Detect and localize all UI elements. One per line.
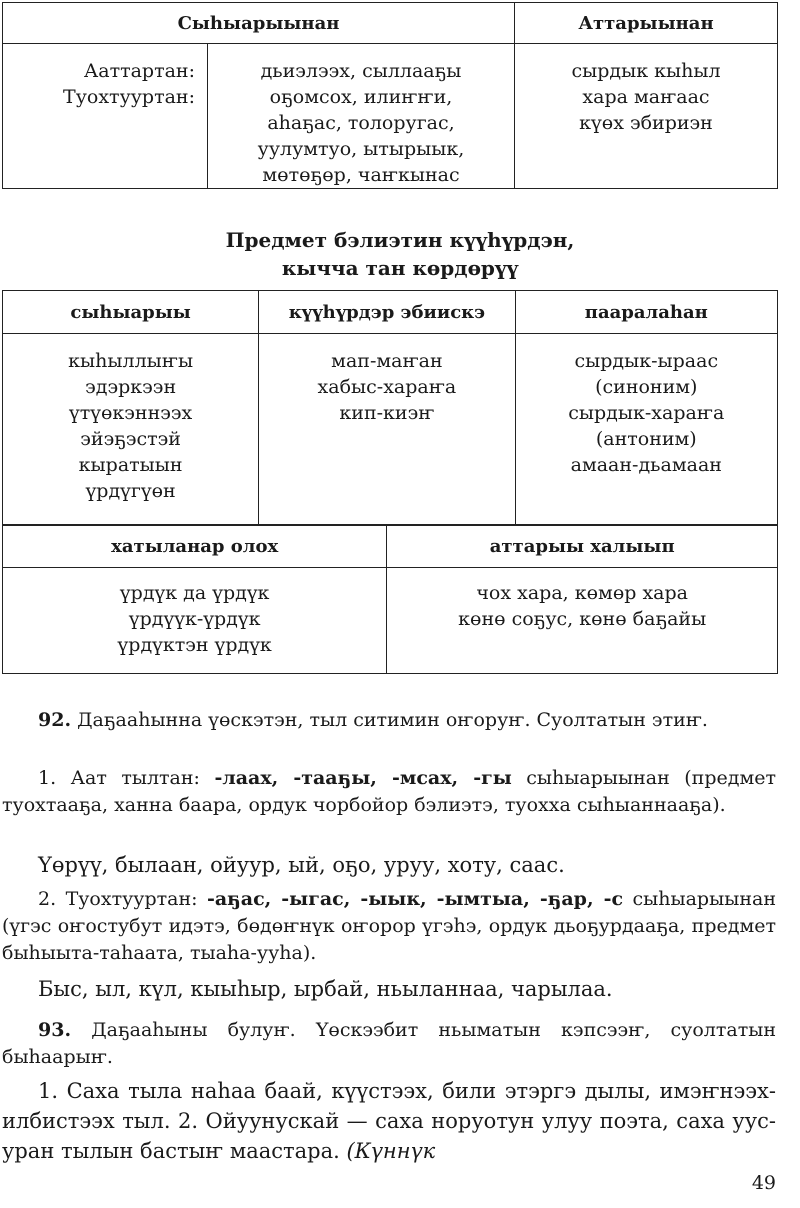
- item-description: сыһыарыынан (предмет туохтааҕа, ханна баара, ордук чорбойор бэлиэтэ, туохха сыһыаннааҕа).: [2, 767, 776, 816]
- name-examples-cell: [515, 44, 778, 189]
- example-line: уулумтуо, ытырыык,: [257, 138, 465, 160]
- example-line: эдэркээн: [85, 376, 177, 398]
- exercise-instruction: Даҕааһынна үөскэтэн, тыл ситимин оҥоруҥ. Суолтатын этиҥ.: [77, 709, 708, 731]
- example-line: үрдүктэн үрдүк: [117, 634, 272, 656]
- header-particle: күүһүрдэр эбиискэ: [259, 291, 515, 334]
- exercise-number: 93.: [38, 1019, 72, 1041]
- example-line: сырдык-хараҥа: [568, 402, 725, 424]
- exercise-92-item-2: [2, 886, 776, 967]
- suffix-examples-cell: [208, 44, 515, 189]
- example-line: көнө соҕус, көнө баҕайы: [458, 608, 707, 630]
- subtitle-line: Предмет бэлиэтин күүһүрдэн,: [225, 228, 575, 252]
- example-line: (антоним): [595, 428, 697, 450]
- header-by-names: Аттарыынан: [515, 3, 778, 44]
- example-line: аһаҕас, толоругас,: [267, 112, 455, 134]
- item-lead: Туохтууртан:: [65, 888, 198, 910]
- suffix-examples-cell: [3, 334, 259, 526]
- item-number: 1.: [38, 767, 57, 789]
- example-line: амаан-дьамаан: [570, 454, 722, 476]
- passage-source: (Күннүк: [346, 1139, 436, 1163]
- example-line: кыратыын: [78, 454, 183, 476]
- example-line: үрдүк да үрдүк: [119, 582, 270, 604]
- repetition-examples-cell: [3, 568, 387, 674]
- exercise-instruction: Даҕааһыны булуҥ. Үөскээбит ньыматын кэпсээҥ, суолтатын быһаарыҥ.: [2, 1019, 776, 1068]
- example-line: эйэҕэстэй: [80, 428, 181, 450]
- example-line: мөтөҕөр, чаҥкынас: [262, 164, 460, 186]
- header-repetition: хатыланар олох: [3, 525, 387, 568]
- example-line: сырдык кыһыл: [571, 60, 721, 82]
- particle-examples-cell: [259, 334, 515, 526]
- pattern-examples-cell: [387, 568, 778, 674]
- header-by-suffix: Сыһыарыынан: [3, 3, 515, 44]
- item-suffixes: -лаах, -тааҕы, -мсах, -гы: [214, 767, 512, 789]
- item-lead: Аат тылтан:: [70, 767, 200, 789]
- example-line: (синоним): [595, 376, 698, 398]
- example-line: үрдүгүөн: [85, 480, 176, 502]
- repetition-table: [2, 524, 778, 674]
- example-line: мап-маҥан: [331, 350, 443, 372]
- example-line: күөх эбириэн: [579, 112, 713, 134]
- exercise-92-intro: [2, 707, 776, 734]
- page-number: 49: [751, 1172, 776, 1194]
- header-suffix: сыһыарыы: [3, 291, 259, 334]
- example-line: оҕомсох, илиҥҥи,: [269, 86, 453, 108]
- example-line: хабыс-хараҥа: [317, 376, 457, 398]
- example-line: дьиэлээх, сыллааҕы: [260, 60, 462, 82]
- label-from-nouns: Ааттартан:: [83, 60, 195, 82]
- exercise-92-item-1: [2, 765, 776, 819]
- example-line: кип-киэҥ: [339, 402, 435, 424]
- exercise-passage: 1. Саха тыла наһаа баай, күүстээх, били этэргэ дылы, имэҥнээх-илбистээх тыл. 2. Ойуунускай — саха норуотун улуу поэта, саха уус-уран тылын бастыҥ маастара.: [2, 1079, 776, 1163]
- header-naming-pattern: аттарыы халыып: [387, 525, 778, 568]
- exercise-92-words-1: Үөрүү, былаан, ойуур, ый, оҕо, уруу, хоту, саас.: [38, 853, 565, 877]
- example-line: чох хара, көмөр хара: [476, 582, 688, 604]
- example-line: хара маҥаас: [582, 86, 710, 108]
- exercise-number: 92.: [38, 709, 72, 731]
- example-line: үрдүүк-үрдүк: [128, 608, 261, 630]
- exercise-92-words-2: Быс, ыл, күл, кыыһыр, ырбай, ньыланнаа, чарылаа.: [38, 977, 613, 1001]
- exercise-93-text: [2, 1076, 776, 1166]
- section-subtitle: [0, 226, 800, 282]
- paired-examples-cell: [515, 334, 777, 526]
- label-from-verbs: Туохтууртан:: [63, 86, 195, 108]
- derivation-table: [2, 2, 778, 189]
- item-description: сыһыарыынан (үгэс оҥостубут идэтэ, бөдөҥнүк оҥорор үгэһэ, ордук дьоҕурдааҕа, предмет быһыыта-таһаата, тыаһа-ууһа).: [2, 888, 776, 964]
- source-labels-cell: [3, 44, 208, 189]
- subtitle-line: кычча тан көрдөрүү: [281, 256, 519, 280]
- item-number: 2.: [38, 888, 57, 910]
- exercise-93-intro: [2, 1017, 776, 1071]
- intensification-table: [2, 290, 778, 526]
- example-line: үтүөкэннээх: [68, 402, 193, 424]
- example-line: кыһыллыҥы: [68, 350, 194, 372]
- header-paired: пааралаһан: [515, 291, 777, 334]
- example-line: сырдык-ыраас: [574, 350, 719, 372]
- item-suffixes: -аҕас, -ыгас, -ыык, -ымтыа, -ҕар, -с: [206, 888, 624, 910]
